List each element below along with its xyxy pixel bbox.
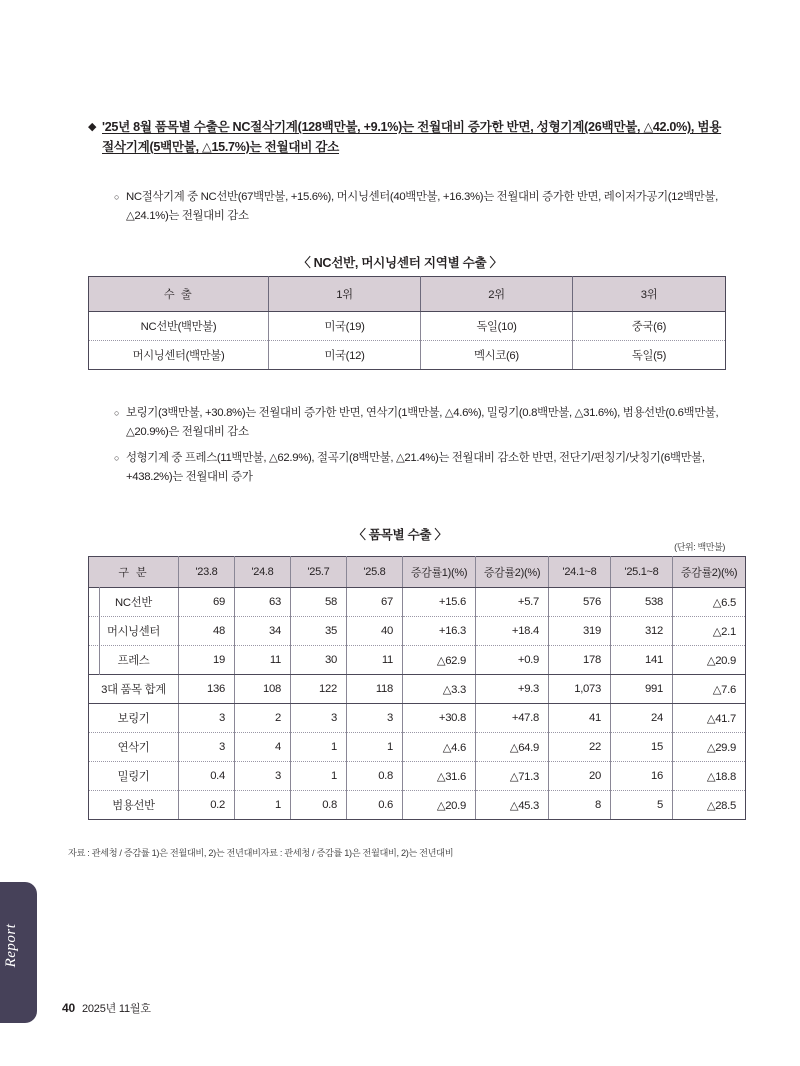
items-cell: △62.9: [403, 646, 476, 675]
table-row: [89, 791, 746, 820]
items-cell: 30: [291, 646, 347, 675]
sub-bullet-item: [114, 188, 726, 226]
items-header-2024-cumulative: '24.1~8: [549, 557, 611, 588]
items-cell: △3.3: [403, 675, 476, 704]
items-cell: △7.6: [673, 675, 746, 704]
items-cell: 19: [179, 646, 235, 675]
items-cell: △20.9: [673, 646, 746, 675]
items-cell: 48: [179, 617, 235, 646]
region-header-rank1: 1위: [269, 277, 421, 312]
circle-bullet-icon: ○: [114, 453, 120, 463]
lead-bullet-row: [88, 118, 725, 157]
table-row: [89, 588, 746, 617]
table-items-unit-note: (단위: 백만불): [674, 542, 725, 552]
table-row: [89, 341, 726, 370]
items-cell: 3: [179, 733, 235, 762]
items-cell: 312: [611, 617, 673, 646]
table-row: [89, 704, 746, 733]
region-row-label: NC선반(백만불): [89, 312, 269, 341]
region-cell: 멕시코(6): [421, 341, 573, 370]
lead-bullet-text: '25년 8월 품목별 수출은 NC절삭기계(128백만불, +9.1%)는 전월대비 증가한 반면, 성형기계(26백만불, △42.0%), 범용절삭기계(5백만불, △15.7%)는 전월대비 감소: [102, 120, 722, 154]
items-cell: △4.6: [403, 733, 476, 762]
issue-label: 2025년 11월호: [81, 1003, 151, 1015]
items-row-label: 범용선반: [89, 791, 179, 820]
region-cell: 미국(12): [269, 341, 421, 370]
items-cell: +15.6: [403, 588, 476, 617]
items-row-label: 연삭기: [89, 733, 179, 762]
table-row-total: [89, 675, 746, 704]
items-header-category: 구 분: [89, 557, 179, 588]
items-cell: 2: [235, 704, 291, 733]
items-cell: 0.4: [179, 762, 235, 791]
sub-bullet-text: NC절삭기계 중 NC선반(67백만불, +15.6%), 머시닝센터(40백만불, +16.3%)는 전월대비 증가한 반면, 레이저가공기(12백만불, △24.1%)는 전월대비 감소: [126, 191, 718, 222]
items-cell: 11: [347, 646, 403, 675]
items-cell: 41: [549, 704, 611, 733]
items-cell: 22: [549, 733, 611, 762]
circle-bullet-icon: ○: [114, 408, 120, 418]
items-cell: 20: [549, 762, 611, 791]
items-cell: △29.9: [673, 733, 746, 762]
footer-page-info: [62, 1000, 151, 1016]
items-cell: 11: [235, 646, 291, 675]
region-header-rank2: 2위: [421, 277, 573, 312]
table-row: [89, 312, 726, 341]
items-cell: 3: [347, 704, 403, 733]
region-cell: 미국(19): [269, 312, 421, 341]
region-cell: 독일(10): [421, 312, 573, 341]
items-cell: △20.9: [403, 791, 476, 820]
circle-bullet-icon: ○: [114, 192, 120, 202]
page-number: 40: [62, 1001, 75, 1015]
items-cell: 1: [291, 733, 347, 762]
items-header-2025-cumulative: '25.1~8: [611, 557, 673, 588]
items-cell: 0.2: [179, 791, 235, 820]
items-cell: 35: [291, 617, 347, 646]
table-row-header: [89, 557, 746, 588]
table-region-caption: 〈 NC선반, 머시닝센터 지역별 수출 〉: [298, 256, 502, 270]
items-header-2023-08: '23.8: [179, 557, 235, 588]
region-header-rank3: 3위: [573, 277, 726, 312]
region-cell: 중국(6): [573, 312, 726, 341]
items-cell: 69: [179, 588, 235, 617]
items-cell: △28.5: [673, 791, 746, 820]
table-source-note: 자료 : 관세청 / 증감률 1)은 전월대비, 2)는 전년대비자료 : 관세청 / 증감률 1)은 전월대비, 2)는 전년대비: [68, 848, 454, 858]
items-cell: +0.9: [476, 646, 549, 675]
sub-bullet-text: 보링기(3백만불, +30.8%)는 전월대비 증가한 반면, 연삭기(1백만불, △4.6%), 밀링기(0.8백만불, △31.6%), 범용선반(0.6백만불, △20.9%)은 전월대비 감소: [126, 407, 719, 438]
items-header-2025-08: '25.8: [347, 557, 403, 588]
items-cell: 576: [549, 588, 611, 617]
items-cell: +9.3: [476, 675, 549, 704]
items-cell: △45.3: [476, 791, 549, 820]
items-cell: 141: [611, 646, 673, 675]
table-row: [89, 646, 746, 675]
region-header-export: 수 출: [89, 277, 269, 312]
items-cell: △6.5: [673, 588, 746, 617]
items-cell: 538: [611, 588, 673, 617]
items-row-label: 보링기: [89, 704, 179, 733]
items-cell: △31.6: [403, 762, 476, 791]
items-cell: 0.8: [291, 791, 347, 820]
table-items-export: [88, 556, 746, 820]
items-header-2025-07: '25.7: [291, 557, 347, 588]
region-cell: 독일(5): [573, 341, 726, 370]
items-cell: 67: [347, 588, 403, 617]
items-cell: △18.8: [673, 762, 746, 791]
items-row-label: 밀링기: [89, 762, 179, 791]
diamond-bullet-icon: ◆: [88, 121, 97, 133]
items-cell: 0.6: [347, 791, 403, 820]
items-row-label: NC선반: [89, 588, 179, 617]
items-cell: △2.1: [673, 617, 746, 646]
table-row: [89, 733, 746, 762]
items-cell: 24: [611, 704, 673, 733]
items-cell: 991: [611, 675, 673, 704]
items-cell: 15: [611, 733, 673, 762]
sub-bullet-item: [114, 404, 726, 442]
table-items-caption: 〈 품목별 수출 〉: [353, 528, 447, 542]
items-cell: 58: [291, 588, 347, 617]
items-cell: 3: [179, 704, 235, 733]
items-cell: 5: [611, 791, 673, 820]
sub-bullet-group-1: [114, 188, 726, 233]
items-cell: 1,073: [549, 675, 611, 704]
items-cell: 0.8: [347, 762, 403, 791]
region-row-label: 머시닝센터(백만불): [89, 341, 269, 370]
items-cell: 16: [611, 762, 673, 791]
items-row-label: 3대 품목 합계: [89, 675, 179, 704]
items-cell: 8: [549, 791, 611, 820]
items-cell: 319: [549, 617, 611, 646]
items-header-growth-mom: 증감률1)(%): [403, 557, 476, 588]
items-cell: +47.8: [476, 704, 549, 733]
items-cell: 3: [291, 704, 347, 733]
items-cell: 4: [235, 733, 291, 762]
items-cell: 63: [235, 588, 291, 617]
items-cell: 34: [235, 617, 291, 646]
items-row-label: 머시닝센터: [89, 617, 179, 646]
items-cell: +5.7: [476, 588, 549, 617]
items-header-growth-cumulative: 증감률2)(%): [673, 557, 746, 588]
side-tab-report: [0, 882, 37, 1023]
items-header-growth-yoy: 증감률2)(%): [476, 557, 549, 588]
lead-bullet: [88, 118, 725, 157]
items-cell: 108: [235, 675, 291, 704]
sub-bullet-group-2: [114, 404, 726, 494]
items-cell: 136: [179, 675, 235, 704]
items-cell: 40: [347, 617, 403, 646]
items-cell: 3: [235, 762, 291, 791]
items-cell: 178: [549, 646, 611, 675]
table-row-header: [89, 277, 726, 312]
items-cell: 1: [235, 791, 291, 820]
items-cell: +18.4: [476, 617, 549, 646]
items-cell: △71.3: [476, 762, 549, 791]
items-cell: 1: [291, 762, 347, 791]
table-row: [89, 762, 746, 791]
items-cell: +16.3: [403, 617, 476, 646]
items-cell: △41.7: [673, 704, 746, 733]
items-cell: △64.9: [476, 733, 549, 762]
items-cell: 1: [347, 733, 403, 762]
items-header-2024-08: '24.8: [235, 557, 291, 588]
items-cell: 122: [291, 675, 347, 704]
side-tab-label: Report: [3, 923, 19, 968]
table-row: [89, 617, 746, 646]
items-row-label: 프레스: [89, 646, 179, 675]
items-cell: +30.8: [403, 704, 476, 733]
sub-bullet-text: 성형기계 중 프레스(11백만불, △62.9%), 절곡기(8백만불, △21.4%)는 전월대비 감소한 반면, 전단기/펀칭기/낫칭기(6백만불, +438.2%)는 전월대비 증가: [126, 452, 705, 483]
sub-bullet-item: [114, 449, 726, 487]
items-cell: 118: [347, 675, 403, 704]
table-region-ranking: [88, 276, 726, 370]
